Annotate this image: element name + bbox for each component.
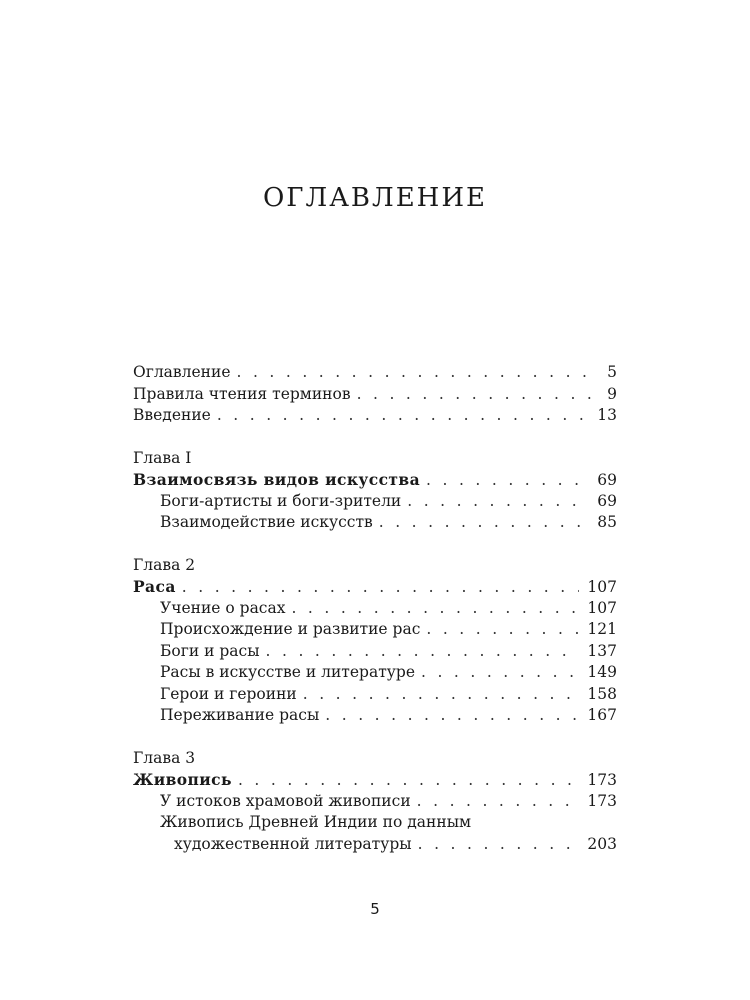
dot-leader (357, 384, 600, 406)
toc-entry-title: Правила чтения терминов (133, 384, 351, 403)
section-title: Учение о расах (160, 598, 286, 617)
section-entry-line1[interactable] (133, 812, 617, 834)
dot-leader (418, 834, 580, 856)
section-entry[interactable] (133, 684, 617, 706)
section-page: 158 (587, 684, 617, 703)
chapter-title: Раса (133, 577, 176, 596)
page-number: 5 (370, 900, 380, 918)
section-title: Боги и расы (160, 641, 260, 660)
section-page: 107 (587, 598, 617, 617)
section-title: Герои и героини (160, 684, 297, 703)
section-page: 173 (587, 791, 617, 810)
chapter-label: Глава I (133, 448, 192, 467)
dot-leader (291, 598, 579, 620)
dot-leader (379, 512, 590, 534)
section-page: 85 (597, 513, 617, 531)
section-entry[interactable] (133, 641, 617, 663)
section-title: Боги-артисты и боги-зрители (160, 491, 402, 510)
page-title: ОГЛАВЛЕНИЕ (262, 183, 488, 213)
section-entry[interactable] (133, 512, 617, 534)
dot-leader (182, 577, 580, 599)
section-page: 203 (587, 834, 617, 853)
chapter-label: Глава 3 (133, 748, 196, 767)
section-entry[interactable] (133, 491, 617, 513)
section-entry[interactable] (133, 619, 617, 641)
section-title: Взаимодействие искусств (160, 513, 373, 531)
section-title: Живопись Древней Индии по данным (160, 813, 472, 831)
section-page: 167 (587, 706, 617, 724)
dot-leader (417, 791, 580, 813)
section-entry-line2[interactable] (133, 834, 617, 856)
dot-leader (303, 684, 580, 706)
section-page: 149 (587, 663, 617, 681)
toc-entry[interactable] (133, 405, 617, 427)
table-of-contents (133, 362, 617, 855)
section-page: 69 (597, 491, 617, 510)
section-title-continued: художественной литературы (174, 834, 412, 853)
section-entry[interactable] (133, 662, 617, 684)
toc-entry-page: 5 (607, 363, 617, 381)
toc-entry[interactable] (133, 384, 617, 406)
section-title: Расы в искусстве и литературе (160, 663, 415, 681)
toc-entry-page: 9 (607, 384, 617, 403)
section-entry[interactable] (133, 791, 617, 813)
dot-leader (407, 491, 589, 513)
dot-leader (266, 641, 580, 663)
chapter-title: Взаимосвязь видов искусства (133, 470, 421, 489)
dot-leader (426, 619, 579, 641)
section-title: Переживание расы (160, 706, 320, 724)
chapter-page: 69 (597, 471, 617, 489)
dot-leader (217, 405, 589, 427)
section-page: 121 (587, 620, 617, 638)
section-title: У истоков храмовой живописи (160, 791, 411, 810)
chapter-page: 173 (587, 771, 617, 789)
chapter-label: Глава 2 (133, 555, 196, 574)
section-entry[interactable] (133, 705, 617, 727)
dot-leader (238, 770, 579, 792)
chapter-page: 107 (587, 578, 617, 596)
section-title: Происхождение и развитие рас (160, 620, 421, 638)
chapter-entry[interactable] (133, 576, 617, 598)
chapter-title: Живопись (133, 770, 232, 789)
dot-leader (426, 470, 589, 492)
chapter-entry[interactable] (133, 469, 617, 491)
toc-entry-title: Оглавление (133, 363, 231, 381)
toc-entry-page: 13 (597, 406, 617, 424)
dot-leader (237, 362, 600, 384)
section-page: 137 (587, 641, 617, 660)
dot-leader (325, 705, 579, 727)
toc-entry-title: Введение (133, 406, 211, 424)
toc-entry[interactable] (133, 362, 617, 384)
dot-leader (421, 662, 579, 684)
section-entry[interactable] (133, 598, 617, 620)
chapter-entry[interactable] (133, 769, 617, 791)
